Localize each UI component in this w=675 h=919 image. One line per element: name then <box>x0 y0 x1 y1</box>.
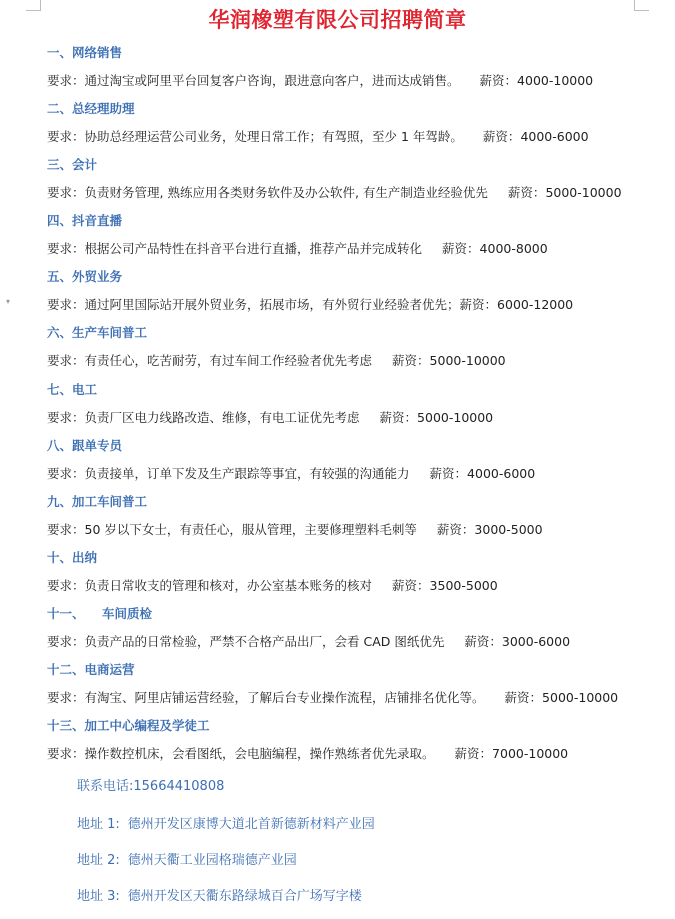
salary-label: 薪资： <box>392 353 430 369</box>
position-requirement <box>47 407 493 429</box>
margin-marker-icon: ▾ <box>6 297 11 306</box>
position-heading <box>47 154 97 176</box>
address-value: 德州天衢工业园格瑞德产业园 <box>127 853 297 868</box>
requirement-label: 要求： <box>47 746 85 762</box>
salary-label: 薪资： <box>507 185 546 201</box>
position-item <box>47 207 667 263</box>
position-item <box>47 376 667 432</box>
requirement-label: 要求： <box>47 633 85 649</box>
address-label: 地址 1: <box>77 817 120 832</box>
salary-value: 6000-12000 <box>497 297 574 313</box>
salary-label: 薪资： <box>436 521 475 537</box>
position-item <box>47 151 667 207</box>
position-requirement <box>47 519 543 541</box>
requirement-text: 有淘宝、阿里店铺运营经验，了解后台专业操作流程，店铺排名优化等。 <box>84 690 485 706</box>
requirement-text: 协助总经理运营公司业务，处理日常工作；有驾照，至少 1 年驾龄。 <box>84 129 463 145</box>
salary-value: 7000-10000 <box>492 746 569 762</box>
position-item <box>47 263 667 319</box>
position-name: 加工车间普工 <box>72 493 148 509</box>
contact-info <box>77 776 637 908</box>
position-requirement <box>47 463 535 485</box>
position-heading <box>47 322 147 344</box>
position-requirement <box>47 294 573 316</box>
address-value: 德州开发区天衢东路绿城百合广场写字楼 <box>127 889 362 904</box>
position-heading <box>47 98 135 120</box>
position-heading <box>47 491 147 513</box>
requirement-label: 要求： <box>47 465 85 481</box>
requirement-text: 负责日常收支的管理和核对，办公室基本账务的核对 <box>84 577 373 593</box>
salary-value: 3000-5000 <box>474 521 543 537</box>
requirement-text: 负责财务管理, 熟练应用各类财务软件及办公软件, 有生产制造业经验优先 <box>84 185 488 201</box>
position-item <box>47 544 667 600</box>
position-item <box>47 319 667 375</box>
contact-phone: 联系电话:15664410808 <box>77 779 225 794</box>
salary-label: 薪资： <box>479 73 518 88</box>
requirement-label: 要求： <box>47 353 85 369</box>
position-heading <box>47 379 97 401</box>
position-item <box>47 488 667 544</box>
position-item <box>47 712 667 768</box>
position-name: 总经理助理 <box>72 101 135 117</box>
requirement-label: 要求： <box>47 129 85 145</box>
salary-value: 5000-10000 <box>545 185 622 201</box>
position-number: 四、 <box>47 213 73 229</box>
position-number: 一、 <box>47 45 73 60</box>
position-heading <box>47 435 122 457</box>
salary-value: 4000-10000 <box>517 73 594 88</box>
position-requirement <box>47 575 498 597</box>
positions-list <box>47 39 667 768</box>
requirement-text: 负责接单，订单下发及生产跟踪等事宜，有较强的沟通能力 <box>84 465 410 481</box>
address-line <box>77 886 637 908</box>
requirement-text: 根据公司产品特性在抖音平台进行直播，推荐产品并完成转化 <box>84 241 423 257</box>
position-name: 加工中心编程及学徒工 <box>84 718 210 734</box>
requirement-label: 要求： <box>47 577 85 593</box>
position-heading <box>47 603 152 625</box>
position-number: 五、 <box>47 269 73 285</box>
salary-value: 3000-6000 <box>501 633 571 649</box>
position-number: 七、 <box>47 381 73 397</box>
address-line <box>77 814 637 836</box>
address-label: 地址 3: <box>77 889 120 904</box>
salary-value: 3500-5000 <box>429 577 498 593</box>
position-name: 外贸业务 <box>72 269 123 285</box>
position-requirement <box>47 126 589 148</box>
position-number: 十、 <box>47 549 73 565</box>
requirement-text: 有责任心，吃苦耐劳，有过车间工作经验者优先考虑 <box>84 353 373 369</box>
salary-value: 5000-10000 <box>542 690 619 706</box>
position-number: 九、 <box>47 493 73 509</box>
position-number: 十二、 <box>47 662 85 678</box>
position-name: 电商运营 <box>84 662 135 678</box>
position-number: 六、 <box>47 325 73 341</box>
position-item <box>47 432 667 488</box>
position-requirement <box>47 631 570 653</box>
position-name: 出纳 <box>72 549 98 565</box>
requirement-label: 要求： <box>47 241 85 257</box>
requirement-text: 操作数控机床，会看图纸，会电脑编程，操作熟练者优先录取。 <box>84 746 435 762</box>
position-name: 车间质检 <box>101 605 152 621</box>
salary-label: 薪资： <box>459 297 498 313</box>
requirement-label: 要求： <box>47 185 85 201</box>
position-number: 十三、 <box>47 718 85 734</box>
address-value: 德州开发区康博大道北首新德新材料产业园 <box>127 817 375 832</box>
address-label: 地址 2: <box>77 853 120 868</box>
requirement-label: 要求： <box>47 521 85 537</box>
position-requirement <box>47 182 622 204</box>
position-requirement <box>47 238 548 260</box>
position-heading <box>47 42 122 64</box>
salary-label: 薪资： <box>392 577 430 593</box>
salary-label: 薪资： <box>442 241 480 257</box>
position-name: 电工 <box>72 381 98 397</box>
salary-value: 4000-6000 <box>467 465 536 481</box>
position-requirement <box>47 743 568 765</box>
salary-label: 薪资： <box>464 633 502 649</box>
requirement-label: 要求： <box>47 690 85 706</box>
salary-label: 薪资： <box>429 465 468 481</box>
position-heading <box>47 547 97 569</box>
position-name: 跟单专员 <box>72 437 123 453</box>
requirement-text: 通过淘宝或阿里平台回复客户咨询，跟进意向客户，进而达成销售。 <box>84 73 460 88</box>
requirement-text: 通过阿里国际站开展外贸业务，拓展市场，有外贸行业经验者优先； <box>84 297 460 313</box>
salary-value: 5000-10000 <box>417 409 494 425</box>
position-number: 二、 <box>47 101 73 117</box>
position-heading <box>47 210 122 232</box>
position-heading <box>47 715 210 737</box>
salary-value: 4000-8000 <box>479 241 548 257</box>
requirement-label: 要求： <box>47 297 85 313</box>
salary-label: 薪资： <box>379 409 418 425</box>
position-item <box>47 656 667 712</box>
requirement-text: 负责产品的日常检验，严禁不合格产品出厂，会看 CAD 图纸优先 <box>84 633 445 649</box>
position-item <box>47 95 667 151</box>
position-name: 网络销售 <box>72 45 123 60</box>
position-number: 十一、 <box>47 605 85 621</box>
salary-label: 薪资： <box>482 129 521 145</box>
address-line <box>77 850 637 872</box>
position-requirement <box>47 687 618 709</box>
salary-label: 薪资： <box>454 746 493 762</box>
position-heading <box>47 659 135 681</box>
position-number: 八、 <box>47 437 73 453</box>
position-number: 三、 <box>47 157 73 173</box>
requirement-text: 负责厂区电力线路改造、维修，有电工证优先考虑 <box>84 409 360 425</box>
salary-label: 薪资： <box>504 690 543 706</box>
requirement-text: 50 岁以下女士，有责任心，服从管理，主要修理塑料毛刺等 <box>84 521 417 537</box>
page-title: 华润橡塑有限公司招聘简章 <box>208 8 467 32</box>
position-requirement <box>47 350 506 372</box>
salary-value: 4000-6000 <box>520 129 589 145</box>
salary-value: 5000-10000 <box>429 353 506 369</box>
position-requirement <box>47 70 593 92</box>
position-heading <box>47 266 122 288</box>
requirement-label: 要求： <box>47 73 85 88</box>
position-name: 抖音直播 <box>72 213 123 229</box>
position-name: 会计 <box>72 157 98 173</box>
requirement-label: 要求： <box>47 409 85 425</box>
position-item <box>47 39 667 95</box>
position-item <box>47 600 667 656</box>
position-name: 生产车间普工 <box>72 325 148 341</box>
